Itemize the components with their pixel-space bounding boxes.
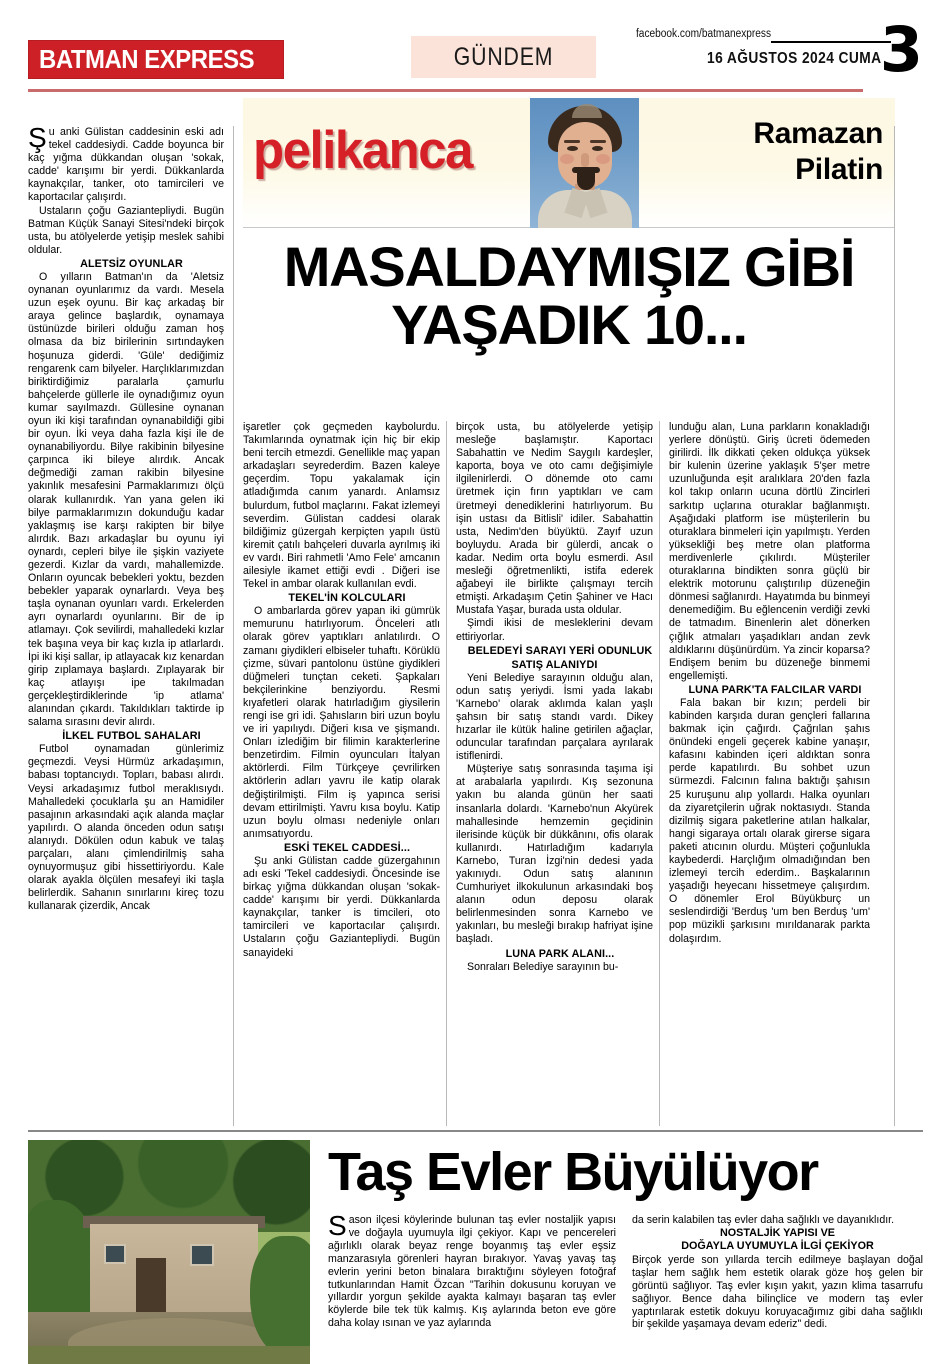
portrait-eye-right	[592, 146, 603, 151]
article-column-1	[28, 122, 224, 913]
photo-grass	[28, 1346, 310, 1364]
subheading: TEKEL'İN KOLCULARI	[288, 592, 406, 605]
article-column-2	[243, 421, 440, 960]
article-column-3	[456, 421, 653, 974]
photo-door	[136, 1258, 166, 1312]
paragraph: Müşteriye satış sonrasında taşıma işi at arabalarla yapılırdı. Kış sezonuna yakın bu alanda günün her saati insanlarla dolardı. 'Karnebo'nun Akyürek mahallesinde hemzemin geçidinin ilerisinde küçük bir dükkânını, ofis olarak kullanırdı. Hatırladığım kadarıyla Karnebo, Turan İzgi'nin dedesi yada yakınıydı. Odun satış alanının Cumhuriyet ilkokulunun arkasındaki boş alanın odun deposu olarak belirlenmesinden sonra Karnebo ve yakınları, bu mesleği bırakıp hafriyat işine başladı.	[456, 763, 653, 946]
newspaper-logo-text: BATMAN EXPRESS	[39, 44, 255, 74]
bottom-article-column-1	[328, 1210, 616, 1330]
masthead-rule	[28, 89, 863, 92]
subheading: İLKEL FUTBOL SAHALARI	[62, 730, 201, 743]
date-rule	[771, 41, 891, 43]
column-separator-3	[659, 421, 660, 1126]
columnist-banner	[243, 98, 895, 228]
stone-house-photo	[28, 1140, 310, 1364]
photo-window-right	[190, 1244, 214, 1266]
column-separator-2	[446, 421, 447, 1126]
column-separator-4	[894, 126, 895, 1126]
portrait-eye-left	[567, 146, 578, 151]
subheading: ESKİ TEKEL CADDESİ...	[283, 841, 411, 854]
portrait-brow-left	[564, 140, 580, 143]
paragraph: işaretler çok geçmeden kaybolurdu. Takımlarında oynatmak için hiç bir ekip beni tercih etmezdi. Genellikle maç yapan arkadaşları seyrederdim. Bazen kaleye geçerdim. Topu yakalamak için atladığımda canım yanardı. Anlamsız bulurdum, futbol maçlarını. Fakat izlemeyi severdim. Gülistan caddesi olarak bildiğimiz güzergah kerpiçten yapılı üstü kiremit çatılı bahçeleri duvarla ayrılmış iki ev vardı. Biri rahmetli 'Amo Fele' amcanın ailesiyle ikamet ettiği evdi . Diğeri ise Tekel in ambar olarak kullanılan evdi.	[243, 421, 440, 591]
paragraph: Yeni Belediye sarayının olduğu alan, odun satış yeriydi. İsmi yada lakabı 'Karnebo' olarak aklımda kalan yaşlı şahsın bir satış standı vardı. Dikey hızarlar ile kütük haline getirilen ağaçlar, oduncular tarafından parçalara ayrılarak istiflenirdi.	[456, 671, 653, 763]
subheading: LUNA PARK ALANI...	[505, 947, 615, 960]
subheading: NOSTALJİK YAPISI VE	[719, 1226, 835, 1239]
paragraph: Şu anki Gülistan cadde güzergahının adı eski 'Tekel caddesiydi. Öncesinde ise birkaç yığma dükkandan oluşan 'sokak-cadde' karışımı bir yerdi. Dükkanlarda kaynakçılar, tanker is timcileri, oto tamircileri ve kaportacılar çalışırdı. Ustaların çoğu Gaziantepliydi. Bugün sanayideki	[243, 854, 440, 959]
page-number: 3	[879, 13, 923, 86]
bottom-article	[28, 1140, 923, 1364]
paragraph: birçok usta, bu atölyelerde yetişip mesleğe başlamıştır. Kaportacı Sabahattin ve Nedim Saygılı kardeşler, kaporta, boya ve oto camı değişimiyle ilgilenirlerdi. O dönemde oto camı üretmek için fırın yaptıkları ve cam üretmeyi denediklerini hatırlıyorum. Bu işin ustası da Bitlisli' idiler. Sabahattin usta, Nedim'den büyüktü. Zayıf uzun boyluydu. Arada bir gülerdi, ancak o kadar. Nedim orta boylu esmerdi. Asıl mesleği öğretmenlikti, istifa ederek ağabeyi ile birlikte çalışmayı tercih etmişti. Arkadaşım Çetin Şahiner ve Hacı Mustafa Yaşar, burada usta oldular.	[456, 421, 653, 617]
paragraph: Şimdi ikisi de mesleklerini devam ettiriyorlar.	[456, 617, 653, 643]
facebook-handle[interactable]: facebook.com/batmanexpress	[636, 28, 772, 40]
article-headline: MASALDAYMIŞIZ GİBİ YAŞADIK 10...	[283, 235, 855, 356]
portrait-nose	[581, 153, 589, 167]
section-tab-label: GÜNDEM	[453, 42, 554, 71]
subheading: BELEDEYİ SARAYI YERİ ODUNLUK SATIŞ ALANIYDI	[467, 644, 653, 671]
section-tab[interactable]	[411, 36, 596, 78]
columnist-portrait	[530, 98, 639, 228]
article-column-4	[669, 421, 870, 946]
bottom-article-column-2	[632, 1214, 923, 1331]
bottom-article-divider	[28, 1130, 923, 1132]
portrait-cheek-right	[596, 154, 610, 164]
paragraph: Birçok yerde son yıllarda tercih edilmeye başlayan doğal taşlar hem sağlık hem estetik olarak göze hoş gelen bir görüntü sağlıyor. Taş evler kışın yakıt, yazın klima tasarrufu sağlıyor. Bence daha bilinçlice ve modern taş evler yaptırılarak estetik dokuyu koruyacağımız gibi daha sağlıklı bir şekilde yaşamaya devam ederiz" dedi.	[632, 1253, 923, 1331]
column-separator-1	[233, 126, 234, 1126]
paragraph: Ustaların çoğu Gaziantepliydi. Bugün Batman Küçük Sanayi Sitesi'ndeki birçok usta, bu atölyelerde yetişip meslek sahibi oldular.	[28, 204, 224, 256]
paragraph: da serin kalabilen taş evler daha sağlıklı ve dayanıklıdır.	[632, 1214, 895, 1226]
columnist-byline	[753, 116, 883, 188]
publication-date: 16 AĞUSTOS 2024 CUMA	[707, 50, 882, 67]
paragraph: O yılların Batman'ın da 'Aletsiz oynanan oyunlarımız da vardı. Mesela uzun eşek oyunu. Bir kaç arkadaş bir araya gelince başlardık, oynamaya üstünüzde birileri olduğu zaman hoş olmasa da biz birilerinin sırtındayken hoşunuza giderdi. 'Güle' dediğimiz rengarenk cam bilyeler. Harçlıklarımızdan biriktirdiğimiz paralarla çamurlu bahçelerde güllerle ile oynadığımız oyun kumar sayılmazdı. Güllesine oynanan oyun iki kişi tarafından oynanabildiği gibi bir oyun. İki veya daha fazla kişi ile de oynanabiliyordu. Bilye rakibinin bilyesine çarpınca iki bileye alırdık. Ancak değmediği zaman rakibin bilyesine yakınlık mesafesini Parmaklarımızı ölçü olarak kullanırdık. Yan yana gelen iki bilye parmaklarımızın dokunduğu kadar yaklaşmış ise karşı rakipten bir bilye alırdık. Bazı arkadaşlar bu oyunu iyi oynardı, cepleri bilye ile şişkin vaziyete gezerdi. Kızlar da vardı, mahallemizde. Onların oyuncak bebekleri yoktu, bezden bebekler yaparak oynarlardı. Veya beş taşla oynanan oyunları vardı. Erkelerden ayrı oynarlardı oyunlarını. Bir de ip atlamayı. Çok sevilirdi, mahalledeki kızlar tek başına veya bir kaç kızla ip atlarlardı. İpi iki kişi sallar, ip atlayacak kız kenardan girip zıplamaya başlardı. Zıplayarak bir kaç atlayışı ipe takılmadan gerçekleştirdiklerinde 'ip atlama' alanından çıkardı. Takıldıkları taktirde ip salama sırasını devir alırdı.	[28, 270, 224, 729]
paragraph: O ambarlarda görev yapan iki gümrük memurunu hatırlıyorum. Önceleri atlı olarak görev yaptıkları anlatılırdı. O zamanı giydikleri elbiseler tuhaftı. Körüklü çizme, süvari pantolonu üstüne giydikleri düğmeleri tunçtan ceketi. Şapkaları bekçilerinkine benziyordu. Resmi kıyafetleri olarak hatırladığım giysilerin rengi ise gri idi. Şahısların biri uzun boylu ve iri yapılıydı. Diğeri kısa ve şişmandı. Onları izlediğim bir filimin karakterlerine benzetirdim. Filmin oyuncuları İtalyan aktörlerdi. Film Türkçeye çevrilirken aktörlerin adları yavru ile katip olarak değiştirilmişti. Film iş yapınca serisi devam ettirilmişti. Yavru kısa boylu. Katip uzun boylu olması nedeniyle onları anımsatıyordu.	[243, 605, 440, 840]
paragraph: Fala bakan bir kızın; perdeli bir kabinden karşıda duran gençleri fallarına bakmak için çağırdı. Çağrılan şahıs önündeki engeli geçerek kabine yanaşır, kafasını kabinden içeri aldıktan sonra perde kapatılırdı. Bu sohbet uzun sürmezdi. Falcının falına baktığı şahısın 25 kuruşunu alıp yollardı. Halka oyunları da ziyaretçilerin uğrak noktasıydı. Standa dizilmiş sigara paketlerine atılan halkalar, hangi sigaraya ortalı olarak girerse sigara paketi atıcının olurdu. Müşteri çoğunlukla kaybederdi. Harçlığım olmadığından ben izlemeyi tercih ederdim.. Başkalarının yaşadığı heyecanı hissetmeye çalışırdım. O dönemler Erol Büyükburç un seslendirdiği 'Berduş 'um ben Berduş 'um' pop müzikli şarkısını mırıldanarak parkta dolaşırdım.	[669, 696, 870, 945]
subheading: DOĞAYLA UYUMUYLA İLGİ ÇEKİYOR	[681, 1240, 874, 1253]
subheading: LUNA PARK'TA FALCILAR VARDI	[688, 683, 862, 696]
portrait-brow-right	[590, 140, 606, 143]
subheading: ALETSİZ OYUNLAR	[80, 257, 183, 270]
paragraph: Şu anki Gülistan caddesinin eski adı tekel caddesiydi. Cadde boyunca bir kaç yığma dükkandan oluşan 'sokak, cadde' karışımı bir yerdi. Dükkanlarda kaynakçılar, tanker, oto tamircileri ve kaportacılar çalışırdı.	[28, 122, 224, 204]
paragraph: Sonraları Belediye sarayının bu-	[467, 960, 619, 973]
portrait-beard	[577, 172, 595, 190]
bottom-article-headline: Taş Evler Büyülüyor	[328, 1142, 818, 1202]
paragraph: Futbol oynamadan günlerimiz geçmezdi. Veysi Hürmüz arkadaşımın, babası toptancıydı. Topları, babası alırdı. Veysi arkadaşımız futbol meraklısıydı. Mahalledeki çocuklarla şu an Hamidiler pasajının arkasındaki açık alanda maçlar yapılırdı. O alanda önceden odun satışı alanıydı. Dökülen odun kabuk ve talaş parçaları, alanı çimlendirilmiş saha oynuyormuşuz gibi hissettiriyordu. Kale olarak ayakla ölçülen mesafeyi iki taşla belirlerdik. Sahanın sınırlarını kireç tozu kullanarak çizerdik, Ancak	[28, 743, 224, 913]
portrait-cheek-left	[560, 154, 574, 164]
photo-stone-house	[90, 1224, 258, 1316]
photo-window-left	[104, 1244, 126, 1264]
paragraph: lunduğu alan, Luna parkların konakladığı yerlere dönüştü. Giriş ücreti ödemeden girilirdi. İlk dikkati çeken oldukça yüksek bir kulenin üzerine yaklaşık 5'şer metre uzunluğunda eşit aralıklara 20'den fazla kol takıp onların ucuna dörtlü Zincirleri sarkıtıp uçlarına oturaklar bağlanmıştı. Aşağıdaki platform ise müşterilerin bu oturaklara binmeleri için yapılmıştı. Yerden yüksekliği beş metre olan platforma merdivenlerle çıkılırdı. Müşteriler oturaklarına bindikten sonra güçlü bir elektrik motorunu çalıştırılıp düzeneğin dönmesi sağlanırdı. Hayatımda bu binmeyi denemediğim. Bu eğlencenin verdiği zevki de tatmadım. Binenlerin alet dönerken çığlık atmaları yaşadıkları andan zevk aldıklarını düşünürdüm. Ya zincir koparsa? Endişem benim bu düzeneğe binmemi engellemişti.	[669, 421, 870, 682]
portrait-hair-highlight	[572, 104, 602, 118]
newspaper-logo[interactable]	[28, 40, 284, 79]
columnist-last-name: Pilatin	[795, 153, 883, 186]
columnist-first-name: Ramazan	[753, 117, 883, 150]
paragraph: Sason ilçesi köylerinde bulunan taş evler nostaljik yapısı ve doğayla uyumuyla ilgi çekiyor. Kapı ve pencereleri ağırlıklı olarak beyaz renge boyanmış taş evler eşsiz manzarasıyla görenleri hayran bırakıyor. Yavaş yavaş taş evlerin yerini beton binalara bıraktığını söyleyen fotoğraf tutkunlarından Hamit Özcan "Tarihin dokusunu koruyan ve yıllardır yorgun şekilde ayakta kalmayı başaran taş evler köylerde bile tek tük kalmış. Kış aylarında beton eve göre daha kolay ısınan ve yaz aylarında	[328, 1210, 616, 1330]
newspaper-page	[0, 13, 951, 1364]
column-brand-title: pelikanca	[253, 121, 472, 180]
masthead	[28, 13, 923, 94]
